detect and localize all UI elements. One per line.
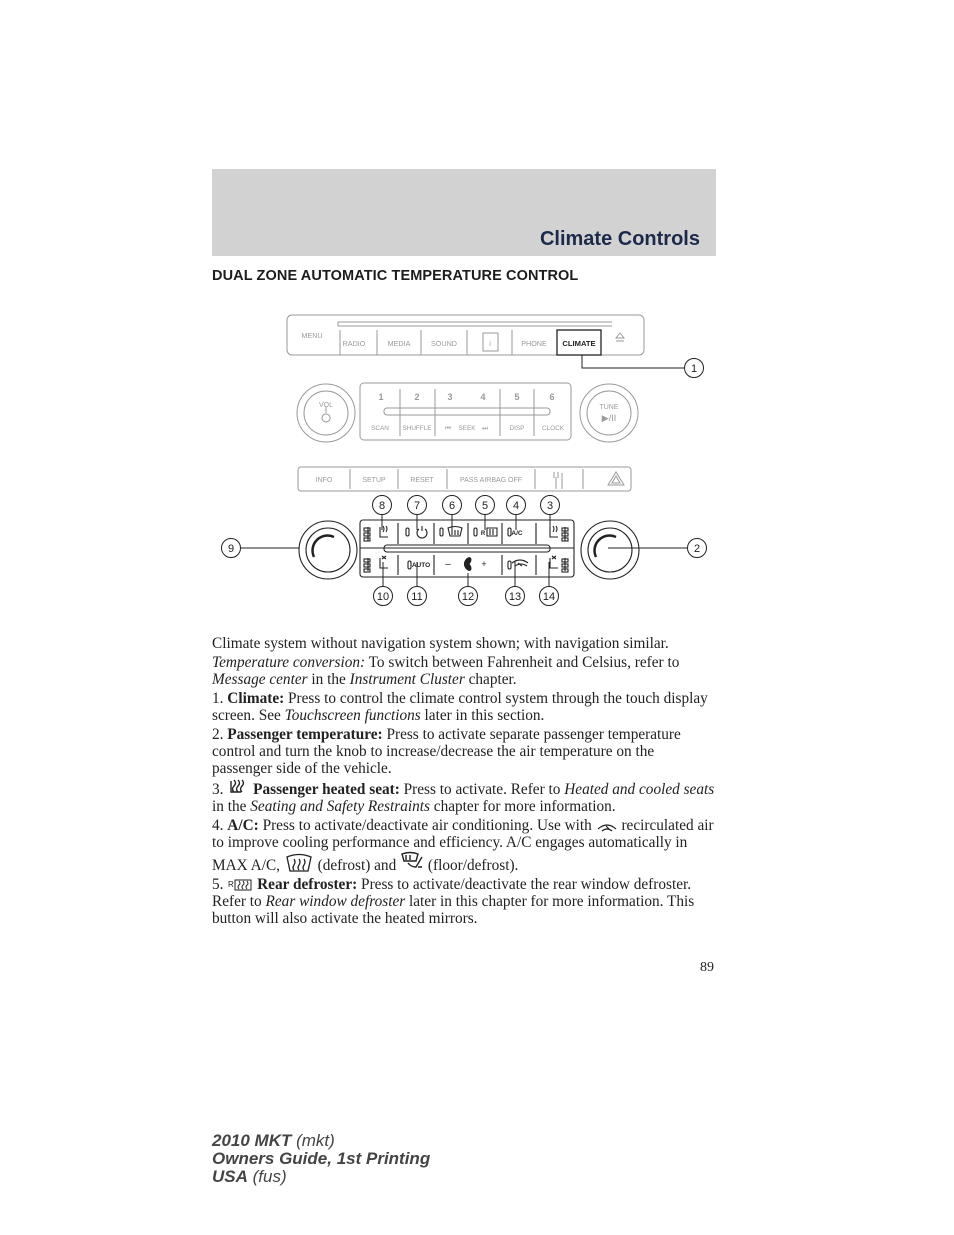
seek-prev-icon: ⏮ (445, 425, 451, 432)
callout-6: 6 (448, 500, 456, 512)
setup-label: SETUP (362, 477, 386, 484)
preset-6: 6 (549, 392, 555, 402)
passenger-heated-seat-icon (550, 526, 558, 537)
recirculation-icon (596, 821, 618, 833)
media-label: MEDIA (387, 339, 411, 348)
reset-label: RESET (410, 477, 434, 484)
vol-label: VOL (318, 402, 334, 409)
passenger-cooled-seat-icon (550, 556, 558, 568)
footer (212, 1132, 430, 1186)
power-icon (417, 526, 427, 538)
recirculation-icon (512, 560, 528, 566)
info-i-label: i (489, 339, 491, 348)
preset-4: 4 (480, 392, 486, 402)
item-5-rear-defroster: 5. R Rear defroster: Press to activate/deactivate the rear window defroster. Refer to Rear window defroster later in this chapter for more information. This button will also activate the heated mirrors. (212, 875, 695, 928)
callout-4: 4 (512, 500, 520, 512)
callout-7: 7 (413, 500, 421, 512)
heated-seat-icon (227, 779, 249, 797)
callout-2: 2 (693, 543, 701, 555)
scan-label: SCAN (371, 425, 389, 432)
driver-cooled-seat-icon (380, 556, 388, 568)
callout-12: 12 (461, 591, 475, 603)
rear-defrost-icon (227, 878, 253, 892)
front-defrost-icon (448, 527, 462, 537)
item-3-passenger-heated-seat: 3. Passenger heated seat: Press to activate. Refer to Heated and cooled seats in the Seating and Safety Restraints chapter for more information. (212, 780, 715, 815)
callout-5: 5 (481, 500, 489, 512)
item-1-climate: 1. Climate: Press to control the climate control system through the touch display screen. See Touchscreen functions later in this section. (212, 689, 708, 724)
body-text (212, 635, 718, 929)
section-title: Climate Controls (539, 228, 700, 250)
callout-3: 3 (546, 500, 554, 512)
item-2-passenger-temperature: 2. Passenger temperature: Press to activate separate passenger temperature control and turn the knob to increase/decrease the air temperature on the passenger side of the vehicle. (212, 725, 681, 777)
passenger-temp-knob-outer (581, 521, 639, 579)
preset-1: 1 (378, 392, 384, 402)
callout-13: 13 (508, 591, 522, 603)
driver-temp-knob-outer (299, 521, 357, 579)
callout-10: 10 (376, 591, 390, 603)
menu-label: MENU (301, 331, 323, 340)
disp-label: DISP (509, 425, 525, 432)
climate-panel-diagram (212, 305, 716, 615)
info-label: INFO (315, 477, 333, 484)
ac-label: A/C (511, 530, 523, 537)
fan-icon (462, 556, 473, 573)
eject-icon (616, 333, 624, 341)
clock-label: CLOCK (541, 425, 565, 432)
floor-defrost-icon (400, 851, 424, 873)
callout-1: 1 (690, 363, 698, 375)
radio-label: RADIO (342, 339, 366, 348)
footer-line-1: 2010 MKT (mkt) (212, 1131, 335, 1150)
seek-label: SEEK (458, 425, 476, 432)
shuffle-label: SHUFFLE (402, 425, 432, 432)
svg-text:R: R (228, 879, 235, 889)
page-number: 89 (700, 960, 714, 975)
callout-9: 9 (227, 543, 235, 555)
fan-minus-label: – (445, 559, 451, 570)
tune-label: TUNE (599, 404, 619, 411)
seek-next-icon: ⏭ (482, 425, 488, 432)
preset-3: 3 (447, 392, 453, 402)
rear-defrost-icon (487, 528, 497, 536)
temperature-conversion-paragraph: Temperature conversion: To switch between Fahrenheit and Celsius, refer to Message center in the Instrument Cluster chapter. (212, 653, 680, 688)
rear-r-label: R (480, 531, 486, 537)
item-4-ac: 4. A/C: Press to activate/deactivate air conditioning. Use with recirculated air to improve cooling performance and efficiency. A/C engages automatically in MAX A/C, (defrost) and (floor/defrost). (212, 816, 714, 874)
pass-airbag-off-label: PASS AIRBAG OFF (459, 477, 523, 484)
footer-line-3: USA (fus) (212, 1167, 287, 1186)
fork-knife-icon (554, 472, 562, 489)
page-heading: DUAL ZONE AUTOMATIC TEMPERATURE CONTROL (212, 268, 579, 284)
phone-label: PHONE (521, 339, 547, 348)
callout-14: 14 (542, 591, 556, 603)
callout-8: 8 (378, 500, 386, 512)
tune-symbol: ▶/II (601, 413, 617, 423)
driver-heated-seat-icon (380, 526, 388, 537)
callout-11: 11 (411, 591, 423, 603)
defrost-icon (284, 853, 314, 873)
fan-plus-label: + (481, 559, 487, 569)
preset-5: 5 (514, 392, 520, 402)
auto-label: AUTO (411, 562, 431, 569)
header-band (212, 169, 716, 256)
climate-button-label: CLIMATE (562, 339, 596, 348)
diagram-caption: Climate system without navigation system shown; with navigation similar. (212, 635, 669, 652)
sound-label: SOUND (431, 339, 457, 348)
footer-line-2: Owners Guide, 1st Printing (212, 1149, 431, 1168)
preset-2: 2 (414, 392, 420, 402)
